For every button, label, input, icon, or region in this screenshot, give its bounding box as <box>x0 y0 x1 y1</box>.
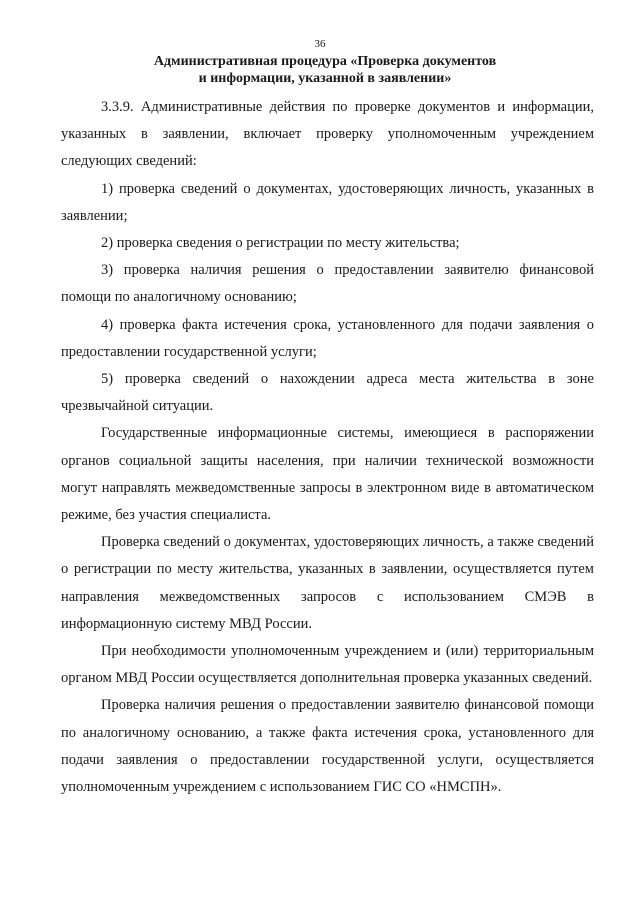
paragraph-identity-check: Проверка сведений о документах, удостоверяющих личность, а также сведений о регистрации по месту жительства, указанных в заявлении, осуществляется путем направления межведомственных запросов с использованием СМЭВ в информационную систему МВД России. <box>61 534 594 632</box>
page-number: 36 <box>314 38 326 50</box>
paragraph-information-systems: Государственные информационные системы, имеющиеся в распоряжении органов социальной защиты населения, при наличии технической возможности могут направлять межведомственные запросы в электронном виде в автоматическом режиме, без участия специалиста. <box>61 425 594 524</box>
section-heading <box>100 53 550 87</box>
list-item-2: 2) проверка сведения о регистрации по месту жительства; <box>101 235 460 252</box>
paragraph-decision-check: Проверка наличия решения о предоставлении заявителю финансовой помощи по аналогичному основанию, а также факта истечения срока, установленного для подачи заявления о предоставлении государственной услуги, осуществляется уполномоченным учреждением с использованием ГИС СО «НМСПН». <box>61 697 594 796</box>
list-item-1: 1) проверка сведений о документах, удостоверяющих личность, указанных в заявлении; <box>61 180 594 224</box>
document-body <box>61 94 594 801</box>
paragraph-additional-check: При необходимости уполномоченным учреждением и (или) территориальным органом МВД России осуществляется дополнительная проверка указанных сведений. <box>61 643 594 687</box>
section-heading-line-1: Административная процедура «Проверка документов <box>153 54 497 69</box>
section-heading-line-2: и информации, указанной в заявлении» <box>198 71 452 86</box>
list-item-4: 4) проверка факта истечения срока, установленного для подачи заявления о предоставлении государственной услуги; <box>61 316 594 360</box>
list-item-3: 3) проверка наличия решения о предоставлении заявителю финансовой помощи по аналогичному основанию; <box>61 262 594 306</box>
paragraph-3-3-9: 3.3.9. Административные действия по проверке документов и информации, указанных в заявлении, включает проверку уполномоченным учреждением следующих сведений: <box>61 99 594 170</box>
list-item-5: 5) проверка сведений о нахождении адреса места жительства в зоне чрезвычайной ситуации. <box>61 371 594 415</box>
